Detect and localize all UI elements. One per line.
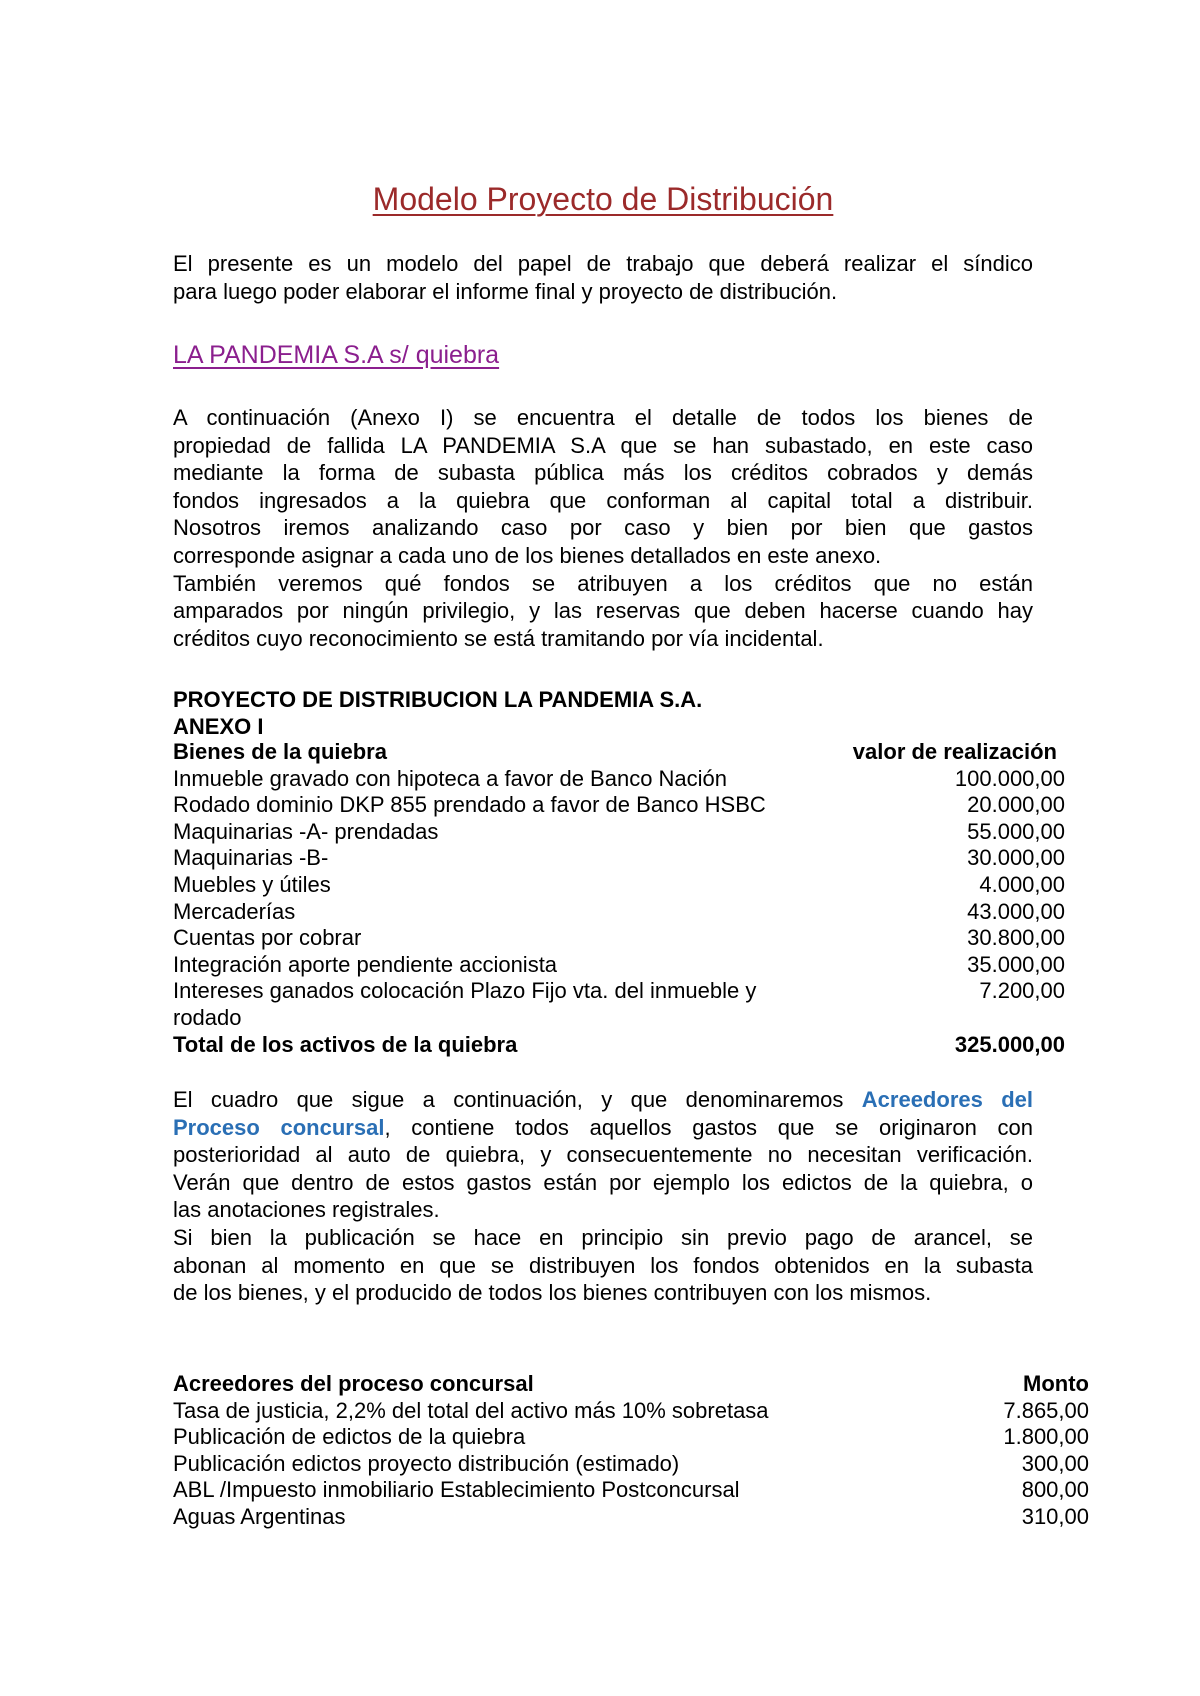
table-row [173,925,1065,952]
asset-value: 20.000,00 [967,792,1065,818]
creditor-value: 310,00 [1021,1503,1089,1529]
asset-label: Mercaderías [173,898,296,924]
assets-total-value: 325.000,00 [954,1031,1065,1057]
intro-line: para luego poder elaborar el informe final y proyecto de distribución. [173,278,838,304]
creditor-value: 1.800,00 [1003,1424,1089,1450]
creditors-header-value: Monto [1023,1371,1089,1396]
assets-table-header [173,739,1065,766]
assets-header-label: Bienes de la quiebra [173,739,387,764]
asset-label: Maquinarias -B- [173,845,329,871]
creditor-value: 300,00 [1021,1450,1089,1476]
creditors-header-label: Acreedores del proceso concursal [173,1371,534,1396]
table-row [173,766,1065,793]
project-heading: PROYECTO DE DISTRIBUCION LA PANDEMIA S.A. [173,687,703,712]
asset-value: 30.800,00 [967,925,1065,951]
description-paragraph [173,404,1033,652]
case-title: LA PANDEMIA S.A s/ quiebra [173,341,500,369]
asset-value: 100.000,00 [954,765,1065,791]
table-row [173,1451,1089,1478]
table-row [173,872,1065,899]
creditors-line: abonan al momento en que se distribuyen los fondos obtenidos en la subasta [173,1252,1033,1278]
creditor-value: 7.865,00 [1003,1397,1089,1423]
asset-value: 35.000,00 [967,951,1065,977]
document-title: Modelo Proyecto de Distribución [372,181,834,217]
asset-label: Rodado dominio DKP 855 prendado a favor de Banco HSBC [173,792,766,818]
assets-header-value: valor de realización [852,739,1057,764]
creditor-value: 800,00 [1021,1477,1089,1503]
asset-value: 55.000,00 [967,818,1065,844]
table-row [173,845,1065,872]
creditor-label: Aguas Argentinas [173,1503,346,1529]
asset-label: Maquinarias -A- prendadas [173,818,439,844]
asset-label: Muebles y útiles [173,871,331,897]
intro-paragraph [173,250,1033,305]
description-line: amparados por ningún privilegio, y las reservas que deben hacerse cuando hay [173,598,1033,624]
creditor-label: Tasa de justicia, 2,2% del total del activo más 10% sobretasa [173,1397,769,1423]
table-row [173,819,1065,846]
asset-label: Cuentas por cobrar [173,925,362,951]
intro-line: El presente es un modelo del papel de trabajo que deberá realizar el síndico [173,251,1033,276]
creditors-line: las anotaciones registrales. [173,1197,440,1223]
description-line: mediante la forma de subasta pública más los créditos cobrados y demás [173,460,1033,486]
table-row [173,792,1065,819]
assets-total-row [173,1032,1065,1059]
table-row [173,952,1065,979]
creditors-table-header [173,1371,1089,1398]
description-line: corresponde asignar a cada uno de los bienes detallados en este anexo. [173,542,882,568]
asset-label: Integración aporte pendiente accionista [173,951,558,977]
asset-label: Intereses ganados colocación Plazo Fijo vta. del inmueble y rodado [173,978,757,1030]
creditors-line [173,1114,1033,1142]
table-row [173,1504,1089,1531]
creditors-highlight: Proceso concursal [173,1114,385,1140]
description-line: propiedad de fallida LA PANDEMIA S.A que se han subastado, en este caso [173,432,1033,458]
asset-value: 4.000,00 [979,871,1065,897]
creditors-line-text: El cuadro que sigue a continuación, y que denominaremos [173,1087,862,1112]
document-page [173,0,1089,1696]
asset-value: 7.200,00 [979,978,1065,1004]
assets-table [173,739,1065,1058]
creditor-label: Publicación edictos proyecto distribución (estimado) [173,1450,680,1476]
table-row [173,899,1065,926]
table-row [173,978,1065,1031]
table-row [173,1477,1089,1504]
creditors-line-text: , contiene todos aquellos gastos que se originaron con [384,1114,1033,1140]
description-line: fondos ingresados a la quiebra que conforman al capital total a distribuir. [173,487,1033,513]
creditors-table [173,1371,1089,1531]
creditors-line: posterioridad al auto de quiebra, y consecuentemente no necesitan verificación. [173,1142,1033,1168]
annex-heading: ANEXO I [173,714,264,739]
creditor-label: Publicación de edictos de la quiebra [173,1424,526,1450]
description-line: También veremos qué fondos se atribuyen a los créditos que no están [173,570,1033,596]
table-row [173,1398,1089,1425]
assets-total-label: Total de los activos de la quiebra [173,1031,518,1057]
description-line: créditos cuyo reconocimiento se está tramitando por vía incidental. [173,625,824,651]
creditors-line: de los bienes, y el producido de todos los bienes contribuyen con los mismos. [173,1280,932,1306]
creditor-label: ABL /Impuesto inmobiliario Establecimiento Postconcursal [173,1477,740,1503]
asset-value: 30.000,00 [967,845,1065,871]
asset-value: 43.000,00 [967,898,1065,924]
creditors-line: Si bien la publicación se hace en principio sin previo pago de arancel, se [173,1224,1033,1250]
asset-label: Inmueble gravado con hipoteca a favor de Banco Nación [173,765,728,791]
creditors-paragraph [173,1086,1033,1307]
creditors-highlight: Acreedores del [861,1087,1033,1112]
description-line: A continuación (Anexo I) se encuentra el detalle de todos los bienes de [173,405,1033,430]
description-line: Nosotros iremos analizando caso por caso y bien por bien que gastos [173,515,1033,541]
table-row [173,1424,1089,1451]
creditors-line: Verán que dentro de estos gastos están por ejemplo los edictos de la quiebra, o [173,1169,1033,1195]
creditors-line [173,1086,1033,1114]
